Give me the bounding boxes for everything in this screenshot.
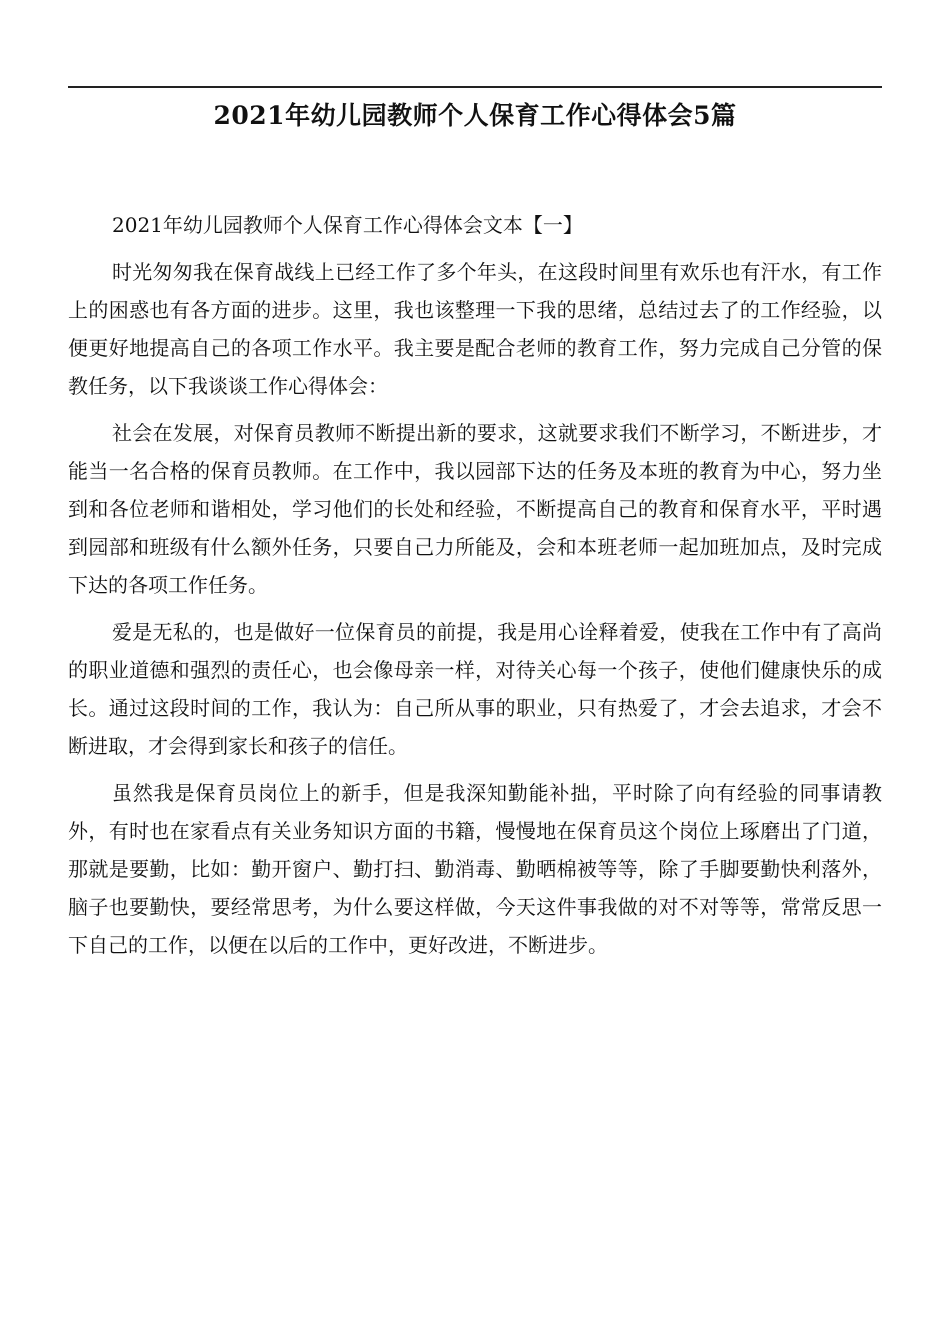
document-body (68, 206, 882, 973)
paragraph-3: 爱是无私的，也是做好一位保育员的前提，我是用心诠释着爱，使我在工作中有了高尚的职业道德和强烈的责任心，也会像母亲一样，对待关心每一个孩子，使他们健康快乐的成长。通过这段时间的工作，我认为：自己所从事的职业，只有热爱了，才会去追求，才会不断进取，才会得到家长和孩子的信任。 (68, 620, 882, 758)
header-rule (68, 86, 882, 88)
paragraph-2: 社会在发展，对保育员教师不断提出新的要求，这就要求我们不断学习，不断进步，才能当一名合格的保育员教师。在工作中，我以园部下达的任务及本班的教育为中心，努力坐到和各位老师和谐相处，学习他们的长处和经验，不断提高自己的教育和保育水平，平时遇到园部和班级有什么额外任务，只要自己力所能及，会和本班老师一起加班加点，及时完成下达的各项工作任务。 (68, 421, 882, 597)
section-heading: 2021年幼儿园教师个人保育工作心得体会文本【一】 (112, 213, 583, 237)
paragraph-1: 时光匆匆我在保育战线上已经工作了多个年头，在这段时间里有欢乐也有汗水，有工作上的困惑也有各方面的进步。这里，我也该整理一下我的思绪，总结过去了的工作经验，以便更好地提高自己的各项工作水平。我主要是配合老师的教育工作，努力完成自己分管的保教任务，以下我谈谈工作心得体会： (68, 260, 882, 398)
paragraph-4: 虽然我是保育员岗位上的新手，但是我深知勤能补拙，平时除了向有经验的同事请教外，有时也在家看点有关业务知识方面的书籍，慢慢地在保育员这个岗位上琢磨出了门道，那就是要勤，比如：勤开窗户、勤打扫、勤消毒、勤晒棉被等等，除了手脚要勤快利落外，脑子也要勤快，要经常思考，为什么要这样做，今天这件事我做的对不对等等，常常反思一下自己的工作，以便在以后的工作中，更好改进，不断进步。 (68, 781, 882, 957)
document-title: 2021年幼儿园教师个人保育工作心得体会5篇 (213, 101, 737, 130)
